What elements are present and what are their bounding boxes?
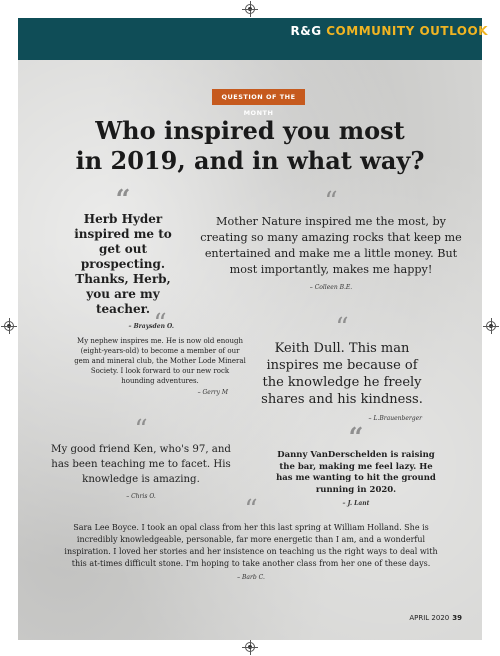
quote-mark-icon: “	[324, 187, 338, 217]
question-of-the-month-badge: QUESTION OF THE MONTH	[212, 89, 305, 105]
quote-text: Mother Nature inspired me the most, by creating so many amazing rocks that keep me entertained and make me a little money. But most importantly, makes me happy!	[200, 215, 462, 276]
quote-attribution: – L.Brauenberger	[368, 415, 422, 422]
headline-line-1: Who inspired you most	[95, 116, 405, 145]
registration-mark-right	[486, 321, 496, 331]
quote-colleen	[200, 187, 462, 296]
quote-brauenberger	[254, 313, 430, 427]
page-number: 39	[452, 614, 462, 622]
quote-text: Keith Dull. This man inspires me because of the knowledge he freely shares and his kindness.	[261, 341, 423, 407]
quote-attribution: – Colleen B.E.	[309, 284, 353, 291]
quote-attribution: – Chris O.	[126, 493, 156, 500]
quote-text: My nephew inspires me. He is now old enough (eight-years-old) to become a member of our gem and mineral club, the Mother Lode Mineral Society. I look forward to our new rock hounding adventures.	[74, 337, 246, 385]
quote-attribution: – Gerry M	[197, 389, 228, 396]
section-header-title	[291, 24, 489, 38]
quote-lant	[270, 423, 442, 510]
brand-label: R&G	[290, 24, 322, 38]
quote-attribution: – J. Lant	[342, 500, 370, 507]
registration-mark-top	[245, 4, 255, 14]
quote-mark-icon: “	[244, 495, 258, 525]
registration-mark-bottom	[245, 642, 255, 652]
quote-mark-icon: “	[153, 309, 167, 339]
registration-mark-left	[4, 321, 14, 331]
quote-mark-icon: “	[335, 313, 349, 343]
page-folio	[409, 614, 462, 622]
quote-chris	[48, 415, 234, 504]
quote-text: My good friend Ken, who's 97, and has been teaching me to facet. His knowledge is amazing.	[51, 444, 231, 485]
quote-attribution: – Barb C.	[237, 574, 265, 581]
quote-mark-icon: “	[348, 423, 364, 453]
page-headline	[40, 116, 460, 176]
quote-attribution: – Braysden O.	[128, 323, 174, 330]
section-label: COMMUNITY OUTLOOK	[326, 24, 488, 38]
quote-mark-icon: “	[134, 415, 148, 445]
quote-text: Herb Hyder inspired me to get out prospecting. Thanks, Herb, you are my teacher.	[74, 212, 172, 316]
quote-gerry	[74, 309, 246, 398]
quote-text: Danny VanDerschelden is raising the bar, making me feel lazy. He has me wanting to hit the ground running in 2020.	[276, 450, 436, 495]
issue-date: APRIL 2020	[409, 614, 450, 622]
quote-text: Sara Lee Boyce. I took an opal class from her this last spring at William Holland. She is incredibly knowledgeable, personable, far more energetic than I am, and a wonderful inspiration. I loved her stories and her insistence on teaching us the right ways to deal with this at-times difficult stone. I'm hoping to take another class from her one of these days.	[64, 523, 438, 568]
quote-mark-icon: “	[115, 185, 131, 215]
headline-line-2: in 2019, and in what way?	[75, 146, 425, 175]
